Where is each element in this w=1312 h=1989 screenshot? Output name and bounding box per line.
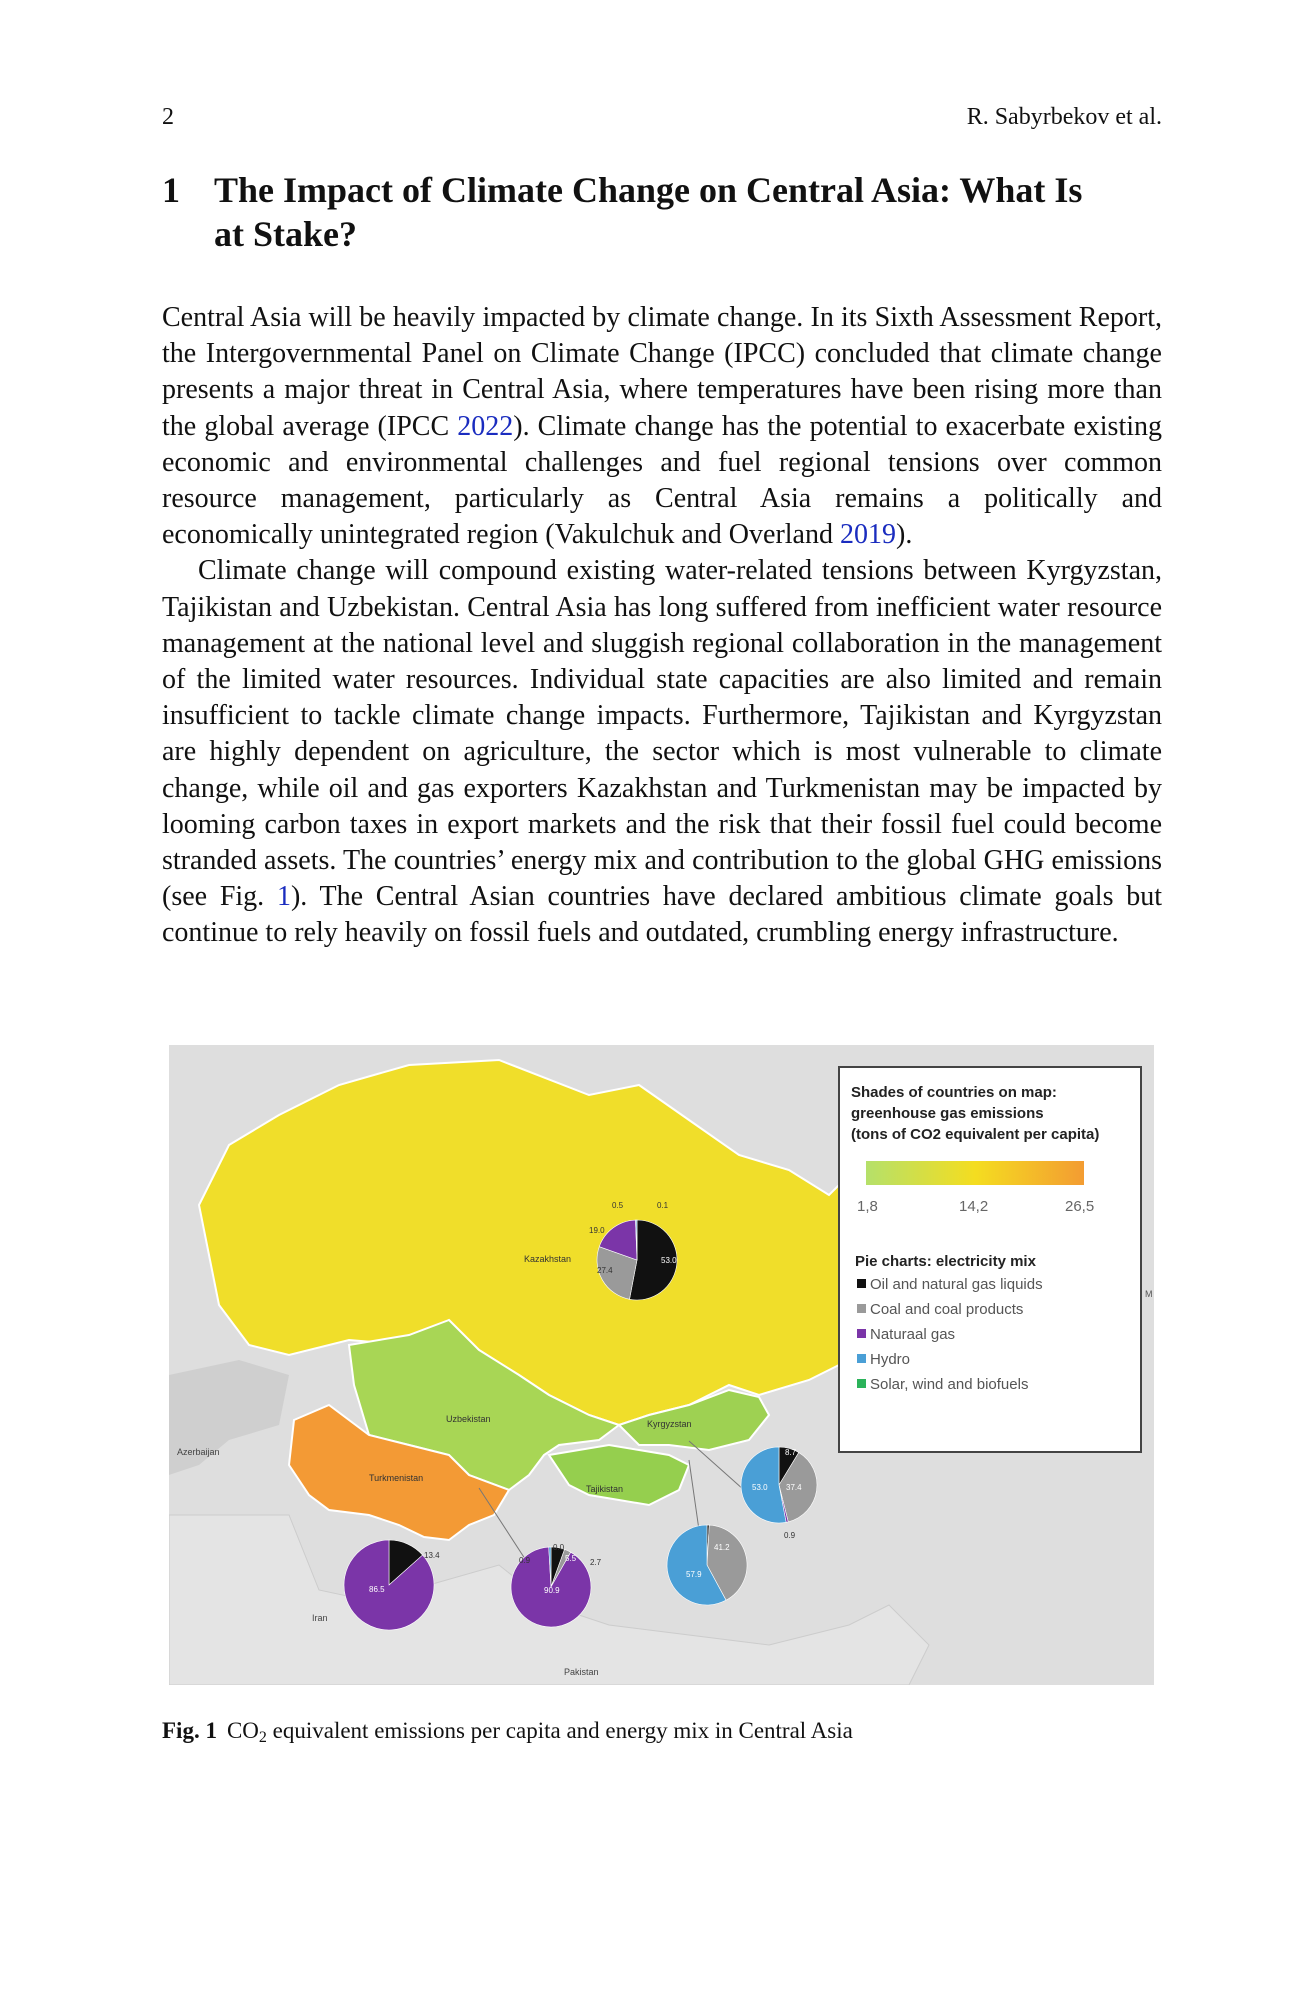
legend-item-label: Hydro <box>870 1351 911 1368</box>
pie-tajikistan <box>667 1525 747 1605</box>
paragraph-2 <box>162 553 1162 951</box>
citation-ipcc-2022[interactable]: 2022 <box>457 410 514 442</box>
pie-value-label: 0.5 <box>612 1201 624 1210</box>
pie-value-label: 2.7 <box>590 1558 602 1567</box>
label-kyrgyzstan: Kyrgyzstan <box>647 1419 692 1429</box>
paragraph-2-part-a: Climate change will compound existing water-related tensions between Kyrgyzstan, Tajikistan and Uzbekistan. Central Asia has long suffered from inefficient water resource management at the national level and sluggish regional collaboration in the management of the limited water resources. Individual state capacities are also limited and remain insufficient to tackle climate change impacts. Furthermore, Tajikistan and Kyrgyzstan are highly dependent on agriculture, the sector which is most vulnerable to climate change, while oil and gas exporters Kazakhstan and Turkmenistan may be impacted by looming carbon taxes in export markets and the risk that their fossil fuel could become stranded assets. The countries’ energy mix and contribution to the global GHG emissions (see Fig. <box>162 555 1162 913</box>
label-tajikistan: Tajikistan <box>586 1484 624 1494</box>
legend-shades-title-3: (tons of CO2 equivalent per capita) <box>851 1126 1100 1143</box>
pie-value-label: 41.2 <box>714 1543 730 1552</box>
pie-value-label: 0.0 <box>553 1543 565 1552</box>
legend-color-scale <box>866 1161 1084 1185</box>
figure-caption <box>162 1718 853 1747</box>
paragraph-1-part-c: ). <box>896 519 913 551</box>
label-uzbekistan: Uzbekistan <box>446 1414 491 1424</box>
pie-value-label: 0.1 <box>657 1201 669 1210</box>
legend <box>839 1067 1141 1452</box>
body-text <box>162 300 1162 952</box>
legend-shades-title-1: Shades of countries on map: <box>851 1084 1057 1101</box>
pie-value-label: 19.0 <box>589 1226 605 1235</box>
caption-subscript: 2 <box>258 1729 267 1746</box>
citation-fig-1[interactable]: 1 <box>276 881 291 913</box>
pie-value-label: 8.7 <box>785 1448 797 1457</box>
legend-scale-max: 26,5 <box>1065 1198 1095 1215</box>
legend-swatch <box>857 1379 866 1388</box>
legend-swatch <box>857 1329 866 1338</box>
legend-scale-mid: 14,2 <box>959 1198 989 1215</box>
section-title: The Impact of Climate Change on Central Asia: What Is at Stake? <box>214 170 1083 254</box>
legend-swatch <box>857 1354 866 1363</box>
page-number: 2 <box>162 104 174 130</box>
paragraph-1-part-b: ). Climate change has the potential to exacerbate existing economic and environmental challenges and fuel regional tensions over common resource management, particularly as Central Asia remains a politically and economically unintegrated region (Vakulchuk and Overland <box>162 410 1162 551</box>
pie-value-label: 5.5 <box>565 1554 577 1563</box>
running-head-authors: R. Sabyrbekov et al. <box>966 104 1162 130</box>
legend-pie-title: Pie charts: electricity mix <box>855 1253 1036 1270</box>
pie-value-label: 27.4 <box>597 1266 613 1275</box>
pie-value-label: 13.4 <box>424 1551 440 1560</box>
label-pakistan: Pakistan <box>564 1667 599 1677</box>
legend-item-label: Oil and natural gas liquids <box>870 1276 1043 1293</box>
label-azerbaijan: Azerbaijan <box>177 1447 220 1457</box>
pie-value-label: 0.9 <box>519 1556 531 1565</box>
citation-vakulchuk-2019[interactable]: 2019 <box>840 519 896 551</box>
paragraph-1-part-a: Central Asia will be heavily impacted by climate change. In its Sixth Assessment Report, the Intergovernmental Panel on Climate Change (IPCC) concluded that climate change presents a major threat in Central Asia, where temperatures have been rising more than the global average (IPCC <box>162 302 1162 442</box>
pie-value-label: 53.0 <box>661 1256 677 1265</box>
legend-item-label: Naturaal gas <box>870 1326 956 1343</box>
paragraph-1 <box>162 300 1162 553</box>
figure-map <box>169 1045 1154 1685</box>
pie-value-label: 53.0 <box>752 1483 768 1492</box>
pie-value-label: 37.4 <box>786 1483 802 1492</box>
legend-item-label: Solar, wind and biofuels <box>870 1376 1029 1393</box>
section-number: 1 <box>162 170 180 210</box>
legend-swatch <box>857 1279 866 1288</box>
pie-value-label: 86.5 <box>369 1585 385 1594</box>
caption-text: equivalent emissions per capita and energy mix in Central Asia <box>266 1718 853 1743</box>
legend-shades-title-2: greenhouse gas emissions <box>851 1105 1044 1122</box>
caption-co: CO <box>226 1718 259 1743</box>
label-turkmenistan: Turkmenistan <box>369 1473 424 1483</box>
legend-item-label: Coal and coal products <box>870 1301 1024 1318</box>
pie-value-label: 90.9 <box>544 1586 560 1595</box>
caption-label: Fig. 1 <box>162 1718 217 1743</box>
label-kazakhstan: Kazakhstan <box>524 1254 572 1264</box>
paragraph-2-part-b: ). The Central Asian countries have declared ambitious climate goals but continue to rely heavily on fossil fuels and outdated, crumbling energy infrastructure. <box>162 881 1162 949</box>
label-edge-m: M <box>1145 1289 1153 1299</box>
pie-value-label: 0.9 <box>784 1531 796 1540</box>
legend-swatch <box>857 1304 866 1313</box>
label-iran: Iran <box>312 1613 328 1623</box>
legend-scale-min: 1,8 <box>857 1198 878 1215</box>
pie-value-label: 57.9 <box>686 1570 702 1579</box>
